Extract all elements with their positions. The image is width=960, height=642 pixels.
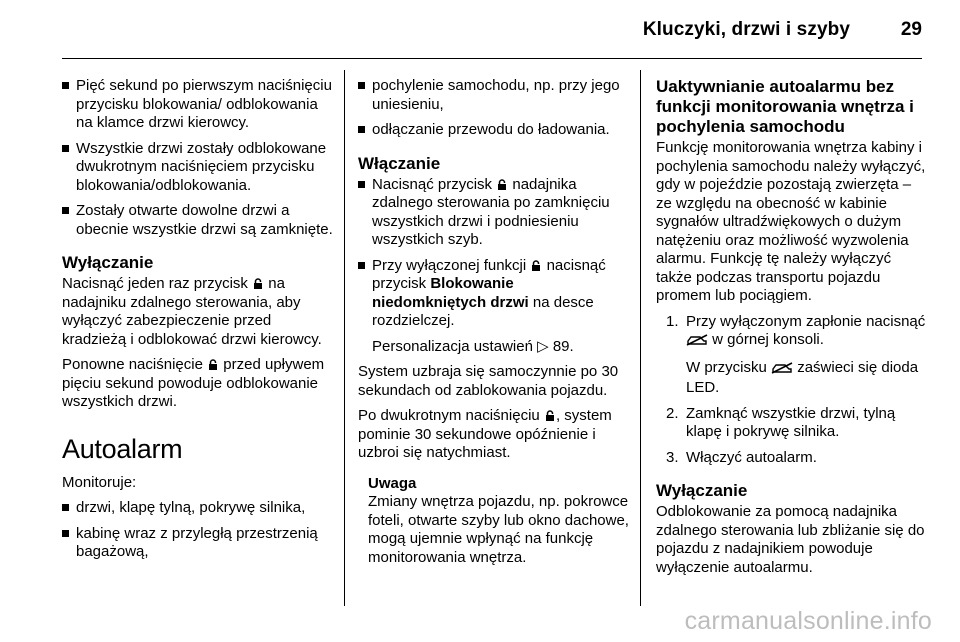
triangle-ref-icon: ▷ [537, 337, 549, 355]
page-number: 29 [900, 19, 922, 40]
text: Nacisnąć jeden raz przycisk [62, 275, 248, 292]
padlock-icon [253, 278, 263, 289]
list-item: Zostały otwarte dowolne drzwi a obecnie wszystkie drzwi są zamknięte. [62, 202, 334, 239]
page-header [0, 0, 960, 58]
text: nacisnąć przycisk [372, 256, 606, 292]
text: przed upływem pięciu sekund powoduje odblokowanie wszystkich drzwi. [62, 356, 325, 410]
text: Przy wyłączonym zapłonie nacisnąć [686, 312, 926, 330]
list-item: kabinę wraz z przyległą przestrzenią bagażową, [62, 525, 334, 562]
column-2 [358, 77, 630, 567]
paragraph: System uzbraja się samoczynnie po 30 sekundach od zablokowania pojazdu. [358, 363, 619, 399]
header-rule [62, 58, 922, 59]
column-1 [62, 77, 334, 569]
text: Włączyć autoalarm. [686, 448, 817, 466]
text: Przy wyłączonej funkcji [372, 256, 527, 274]
text: W przycisku [686, 358, 767, 376]
text: Personalizacja ustawień [372, 337, 533, 355]
text: Zamknąć wszystkie drzwi, tylną klapę i pokrywę silnika. [686, 404, 896, 440]
text: w górnej konsoli. [712, 331, 824, 348]
chapter-title: Kluczyki, drzwi i szyby [642, 19, 850, 40]
text: , system pominie 30 sekundowe opóźnienie i uzbroi się natychmiast. [358, 407, 612, 461]
list-item [358, 257, 630, 331]
list-item [656, 405, 928, 442]
padlock-icon [531, 260, 541, 271]
text: nadajnika zdalnego sterowania po zamknięciu wszystkich drzwi i podniesieniu wszystkich szyb. [372, 175, 610, 248]
text: na nadajniku zdalnego sterowania, aby wyłączyć zabezpieczenie przed kradzieżą i odblokować drzwi kierowcy. [62, 275, 322, 348]
paragraph: Monitoruje: [62, 473, 137, 491]
list-item: drzwi, klapę tylną, pokrywę silnika, [62, 499, 334, 518]
text: Nacisnąć przycisk [372, 175, 493, 193]
note-title: Uwaga [368, 474, 417, 492]
list-item [656, 449, 928, 468]
paragraph: Odblokowanie za pomocą nadajnika zdalnego sterowania lub zbliżanie się do pojazdu z nadajnikiem powoduje wyłączenie autoalarmu. [656, 503, 925, 576]
step-number: 3. [666, 448, 679, 466]
column-divider [344, 70, 345, 606]
personalization-ref [358, 338, 630, 357]
list-item: Pięć sekund po pierwszym naciśnięciu przycisku blokowania/ odblokowania na klamce drzwi kierowcy. [62, 77, 334, 133]
button-name: Blokowanie niedomkniętych drzwi [372, 275, 529, 311]
section-heading: Uaktywnianie autoalarmu bez funkcji monitorowania wnętrza i pochylenia samochodu [656, 77, 914, 136]
text: na desce rozdzielczej. [372, 293, 594, 329]
list-item [656, 313, 928, 352]
watermark: carmanualsonline.info [684, 607, 932, 635]
text: zaświeci się dioda LED. [686, 358, 919, 396]
text: Po dwukrotnym naciśnięciu [358, 407, 540, 424]
padlock-icon [497, 179, 507, 190]
section-heading-off: Wyłączanie [656, 481, 748, 500]
section-title-alarm: Autoalarm [62, 433, 183, 464]
section-heading-off: Wyłączanie [62, 253, 154, 272]
note-text: Zmiany wnętrza pojazdu, np. pokrowce foteli, otwarte szyby lub okno dachowe, mogą ujemnie wpłynąć na funkcję monitorowania wnętrza. [368, 493, 629, 566]
list-item: odłączanie przewodu do ładowania. [358, 121, 630, 140]
section-heading-on: Włączanie [358, 153, 441, 173]
paragraph [62, 275, 334, 349]
text: Ponowne naciśnięcie [62, 356, 203, 373]
padlock-icon [208, 359, 218, 370]
paragraph [62, 356, 334, 412]
paragraph [358, 407, 630, 463]
car-interior-sensor-icon [686, 333, 708, 352]
list-item: Wszystkie drzwi zostały odblokowane dwukrotnym naciśnięciem przycisku blokowania/odblokowania. [62, 140, 334, 196]
step-detail [656, 359, 928, 398]
column-3 [656, 77, 928, 584]
step-number: 1. [666, 312, 679, 330]
page-ref: 89. [552, 337, 574, 355]
column-divider [640, 70, 641, 606]
car-interior-sensor-icon [771, 361, 793, 380]
list-item [358, 176, 630, 250]
note-box [358, 475, 630, 568]
list-item: pochylenie samochodu, np. przy jego uniesieniu, [358, 77, 630, 114]
padlock-icon [545, 410, 555, 421]
step-number: 2. [666, 404, 679, 422]
paragraph: Funkcję monitorowania wnętrza kabiny i pochylenia samochodu należy wyłączyć, gdy w pojeździe pozostają zwierzęta – ze względu na obecność w kabinie sygnałów ultradźwiękowych o dużym natężeniu oraz możliwość wyzwolenia alarmu. Funkcję tę należy wyłączyć także podczas transportu pojazdu promem lub pociągiem. [656, 139, 926, 304]
